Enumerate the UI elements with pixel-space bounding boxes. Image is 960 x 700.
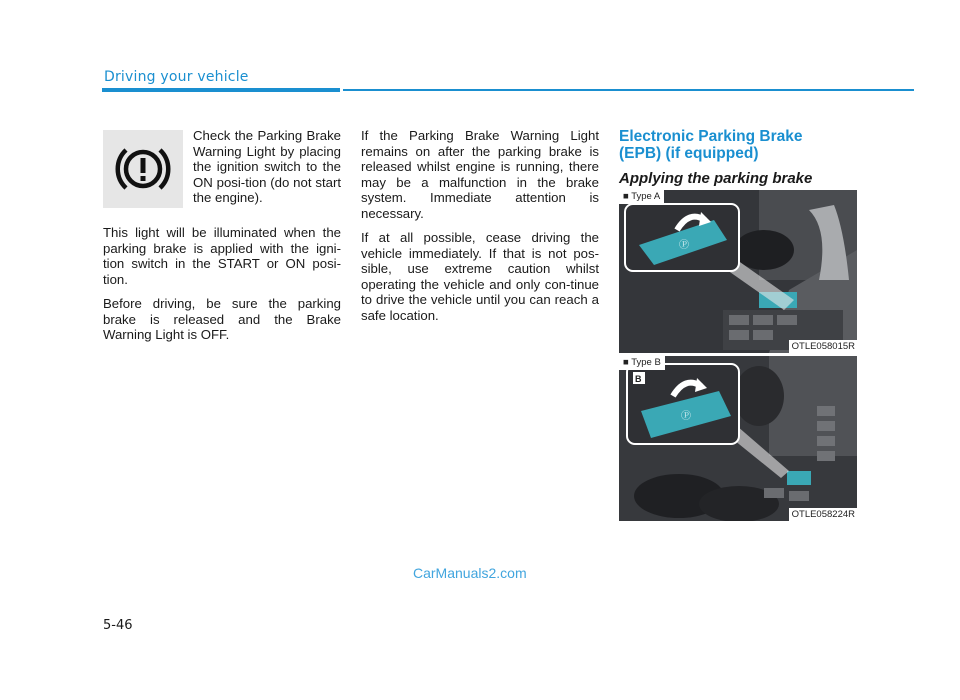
photo-code: OTLE058015R [789, 340, 857, 353]
column1-body [103, 225, 341, 352]
section-title: Driving your vehicle [104, 69, 249, 85]
type-b-badge: B [635, 374, 642, 384]
brake-warning-icon [103, 130, 183, 208]
epb-photo-type-a [619, 190, 857, 353]
column2-body [361, 128, 599, 332]
epb-heading-line1: Electronic Parking Brake [619, 128, 803, 145]
paragraph: This light will be illuminated when the parking brake is applied with the igni-tion switch in the START or ON posi-tion. [103, 225, 341, 287]
svg-text:Ⓟ: Ⓟ [679, 240, 689, 251]
epb-subheading: Applying the parking brake [619, 170, 813, 187]
photo-code: OTLE058224R [789, 508, 857, 521]
column3-body [619, 128, 857, 187]
header-rule-thick [102, 88, 340, 92]
paragraph: If the Parking Brake Warning Light remains on after the parking brake is released whilst engine is running, there may be a malfunction in the brake system. Immediate attention is necessary. [361, 128, 599, 221]
svg-text:Ⓟ: Ⓟ [681, 411, 691, 422]
header-rule-thin [343, 89, 914, 91]
paragraph: If at all possible, cease driving the vehicle immediately. If that is not pos-sible, use extreme caution whilst operating the vehicle and only con-tinue to drive the vehicle until you can reach a safe location. [361, 230, 599, 323]
type-a-label: ■ Type A [619, 190, 664, 204]
type-b-label: ■ Type B [619, 356, 665, 370]
watermark-link[interactable]: CarManuals2.com [413, 565, 527, 581]
page-number: 5-46 [103, 618, 133, 633]
paragraph: Before driving, be sure the parking brake is released and the Brake Warning Light is OFF. [103, 296, 341, 342]
epb-heading-line2: (EPB) (if equipped) [619, 145, 759, 162]
epb-photo-type-b [619, 356, 857, 521]
warning-light-caption: Check the Parking Brake Warning Light by placing the ignition switch to the ON posi-tion (do not start the engine). [193, 128, 341, 205]
